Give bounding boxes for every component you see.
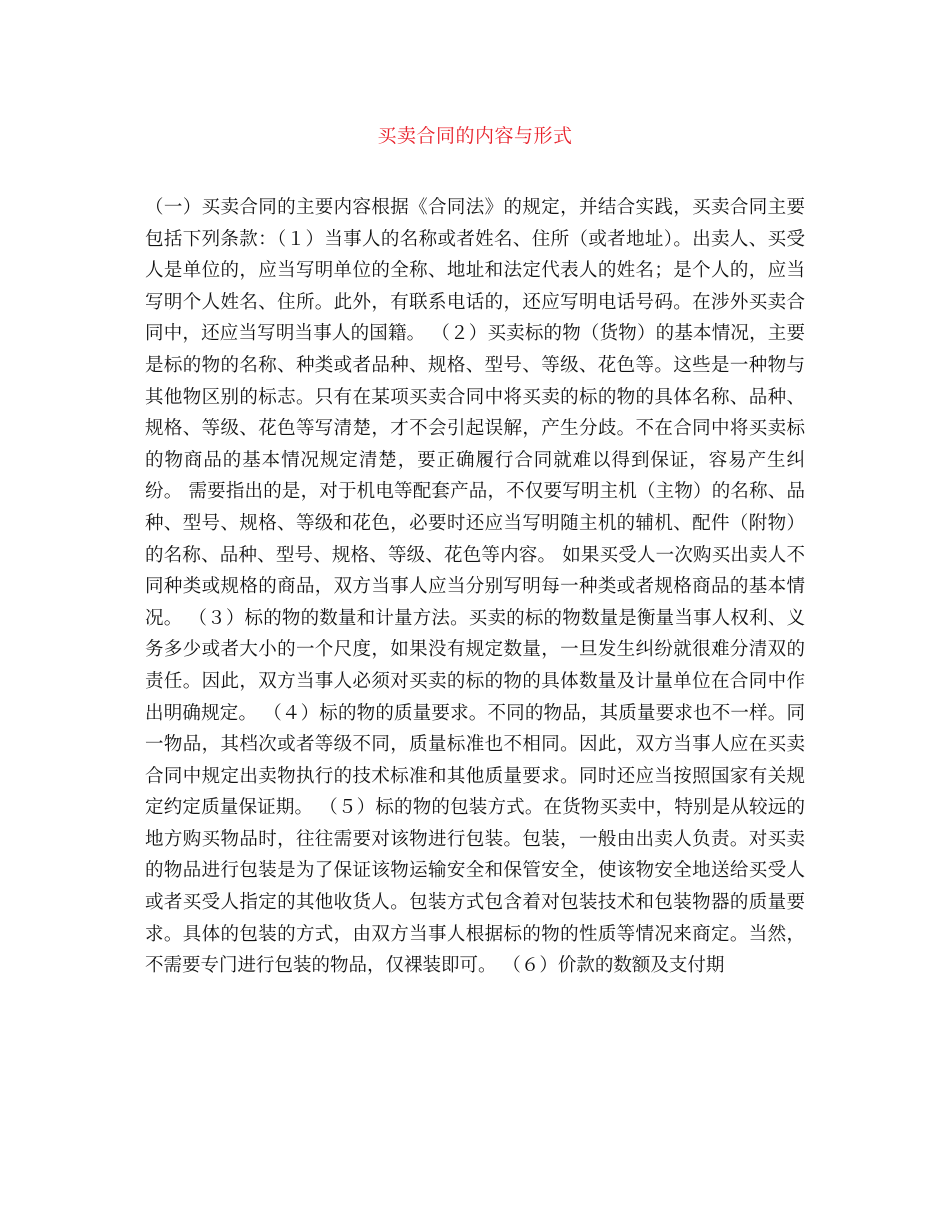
document-body: （一）买卖合同的主要内容根据《合同法》的规定，并结合实践，买卖合同主要包括下列条款：（１）当事人的名称或者姓名、住所（或者地址）。出卖人、买受人是单位的，应当写明单位的全称、地址和法定代表人的姓名；是个人的，应当写明个人姓名、住所。此外，有联系电话的，还应写明电话号码。在涉外买卖合同中，还应当写明当事人的国籍。 （２）买卖标的物（货物）的基本情况，主要是标的物的名称、种类或者品种、规格、型号、等级、花色等。这些是一种物与其他物区别的标志。只有在某项买卖合同中将买卖的标的物的具体名称、品种、规格、等级、花色等写清楚，才不会引起误解，产生分歧。不在合同中将买卖标的物商品的基本情况规定清楚，要正确履行合同就难以得到保证，容易产生纠纷。 需要指出的是，对于机电等配套产品，不仅要写明主机（主物）的名称、品种、型号、规格、等级和花色，必要时还应当写明随主机的辅机、配件（附物）的名称、品种、型号、规格、等级、花色等内容。 如果买受人一次购买出卖人不同种类或规格的商品，双方当事人应当分别写明每一种类或者规格商品的基本情况。 （３）标的物的数量和计量方法。买卖的标的物数量是衡量当事人权利、义务多少或者大小的一个尺度，如果没有规定数量，一旦发生纠纷就很难分清双的责任。因此，双方当事人必须对买卖的标的物的具体数量及计量单位在合同中作出明确规定。 （４）标的物的质量要求。不同的物品，其质量要求也不一样。同一物品，其档次或者等级不同，质量标准也不相同。因此，双方当事人应在买卖合同中规定出卖物执行的技术标准和其他质量要求。同时还应当按照国家有关规定约定质量保证期。 （５）标的物的包装方式。在货物买卖中，特别是从较远的地方购买物品时，往往需要对该物进行包装。包装，一般由出卖人负责。对买卖的物品进行包装是为了保证该物运输安全和保管安全，使该物安全地送给买受人或者买受人指定的其他收货人。包装方式包含着对包装技术和包装物器的质量要求。具体的包装的方式，由双方当事人根据标的物的性质等情况来商定。当然，不需要专门进行包装的物品，仅裸装即可。 （６）价款的数额及支付期 [145,197,805,977]
document-title: 买卖合同的内容与形式 [377,125,573,147]
